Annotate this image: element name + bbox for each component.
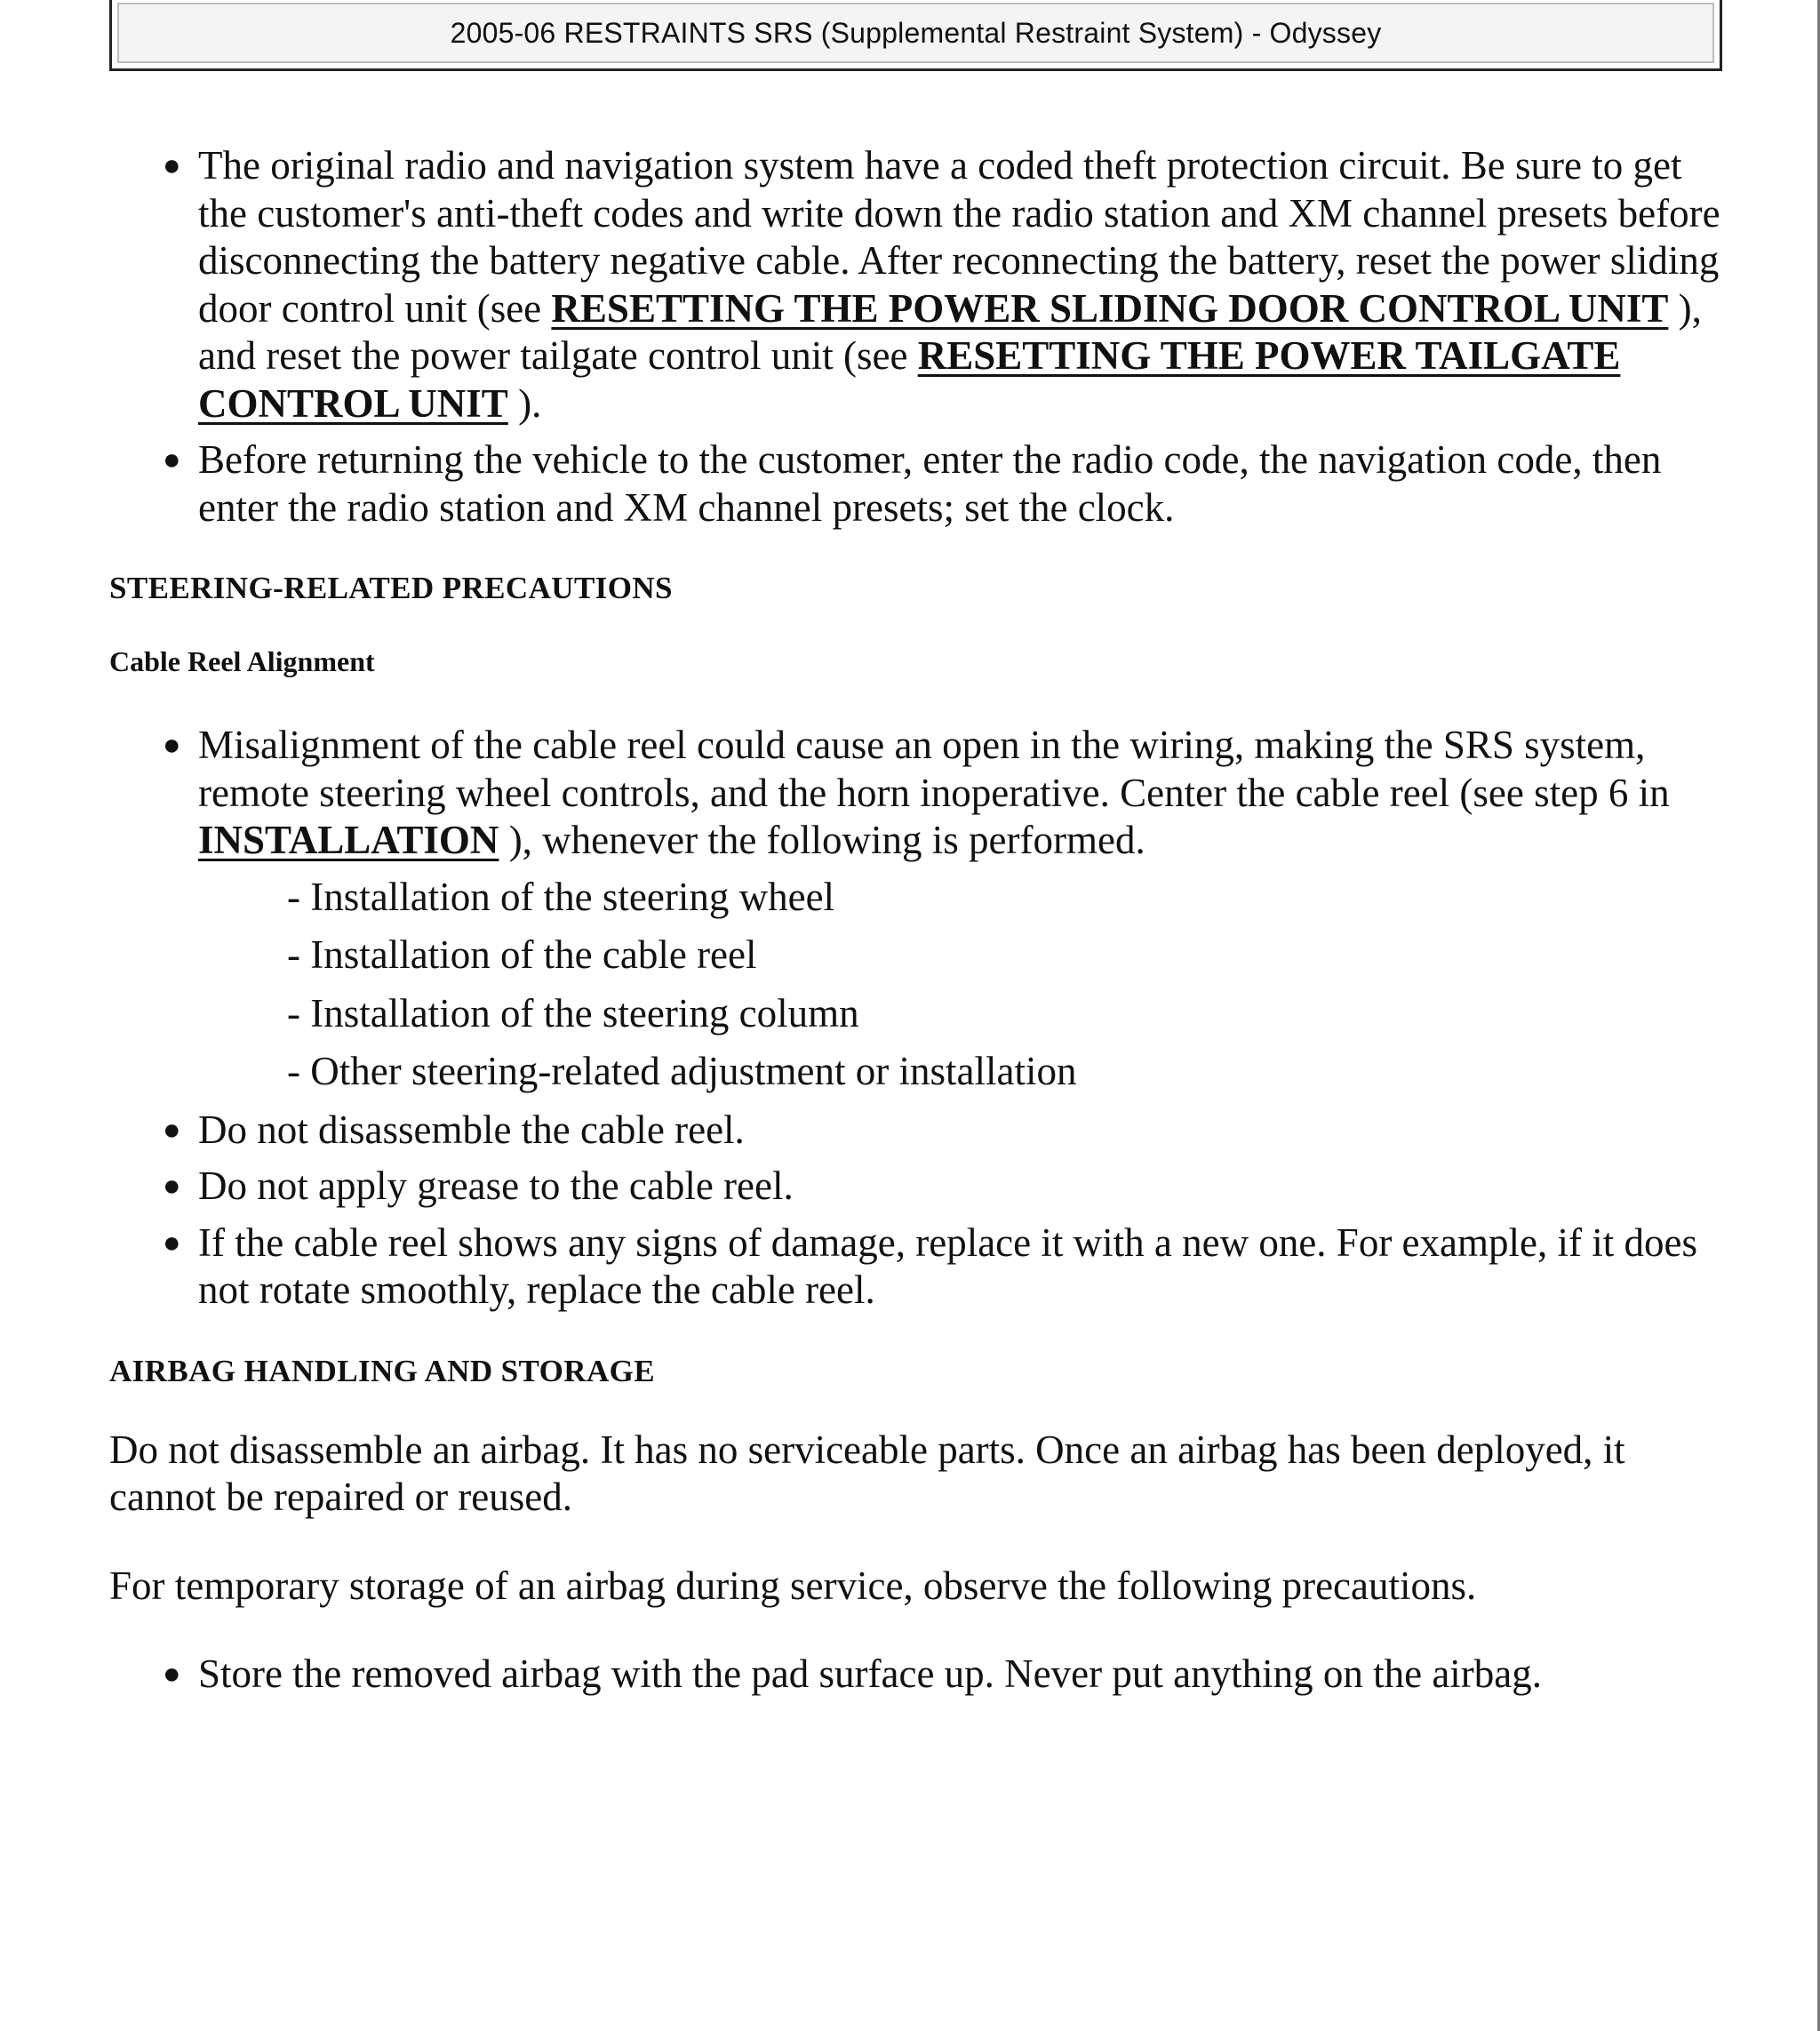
sub-item-steering-column: - Installation of the steering column — [287, 990, 859, 1035]
list-item-no-disassemble-reel — [109, 1107, 1722, 1155]
document-header — [109, 0, 1722, 71]
list-item-misalignment — [109, 722, 1722, 865]
body-text: Do not disassemble the cable reel. — [198, 1107, 745, 1152]
link-resetting-power-sliding-door[interactable]: RESETTING THE POWER SLIDING DOOR CONTROL UNIT — [551, 285, 1669, 331]
body-text: The original radio and navigation system have a coded theft protection circuit. Be sure to get the customer's anti-theft codes and write down the radio station and XM channel presets before disconnecting the battery negative cable. After reconnecting the battery, reset the power sliding door control unit (see — [198, 143, 1720, 331]
section-heading-steering: STEERING-RELATED PRECAUTIONS — [109, 571, 673, 605]
list-item-theft-protection — [109, 142, 1722, 428]
body-text: Do not apply grease to the cable reel. — [198, 1163, 794, 1208]
body-text: ). — [507, 380, 542, 426]
list-item-damage-replace — [109, 1219, 1722, 1315]
sub-item-cable-reel: - Installation of the cable reel — [287, 932, 757, 977]
list-item-no-grease — [109, 1163, 1722, 1211]
paragraph-temporary-storage: For temporary storage of an airbag during service, observe the following precautions. — [109, 1563, 1477, 1608]
body-text: If the cable reel shows any signs of damage, replace it with a new one. For example, if it does not rotate smoothly, replace the cable reel. — [198, 1219, 1697, 1312]
body-text: Store the removed airbag with the pad surface up. Never put anything on the airbag. — [198, 1651, 1543, 1696]
document-body — [109, 142, 1722, 1707]
document-header-inner — [117, 3, 1714, 63]
sub-item-steering-wheel: - Installation of the steering wheel — [287, 874, 835, 919]
list-item-return-vehicle — [109, 436, 1722, 532]
section-heading-airbag: AIRBAG HANDLING AND STORAGE — [109, 1353, 656, 1388]
document-title: 2005-06 RESTRAINTS SRS (Supplemental Restraint System) - Odyssey — [450, 16, 1382, 49]
paragraph-no-disassemble-airbag: Do not disassemble an airbag. It has no serviceable parts. Once an airbag has been deployed, it cannot be repaired or reused. — [109, 1427, 1625, 1519]
bullet-icon: ● — [163, 1226, 181, 1259]
bullet-icon: ● — [163, 1658, 181, 1691]
bullet-icon: ● — [163, 729, 181, 762]
bullet-icon: ● — [163, 1113, 181, 1147]
link-resetting-power-tailgate[interactable]: RESETTING THE POWER TAILGATE CONTROL UNIT — [198, 333, 1621, 426]
bullet-icon: ● — [163, 149, 181, 182]
body-text: Misalignment of the cable reel could cause an open in the wiring, making the SRS system, remote steering wheel controls, and the horn inoperative. Center the cable reel (see step 6 in — [198, 723, 1670, 815]
subheading-cable-reel-alignment: Cable Reel Alignment — [109, 645, 375, 677]
bullet-icon: ● — [163, 444, 181, 476]
list-item-store-pad-up — [109, 1651, 1722, 1699]
sub-item-other-adjustment: - Other steering-related adjustment or installation — [287, 1049, 1077, 1093]
bullet-icon: ● — [163, 1170, 181, 1203]
body-text: ), whenever the following is performed. — [499, 818, 1145, 862]
body-text: Before returning the vehicle to the customer, enter the radio code, the navigation code, then enter the radio station and XM channel presets; set the clock. — [198, 437, 1662, 530]
link-installation[interactable]: INSTALLATION — [198, 818, 499, 862]
body-text: ), and reset the power tailgate control unit (see — [198, 285, 1702, 378]
